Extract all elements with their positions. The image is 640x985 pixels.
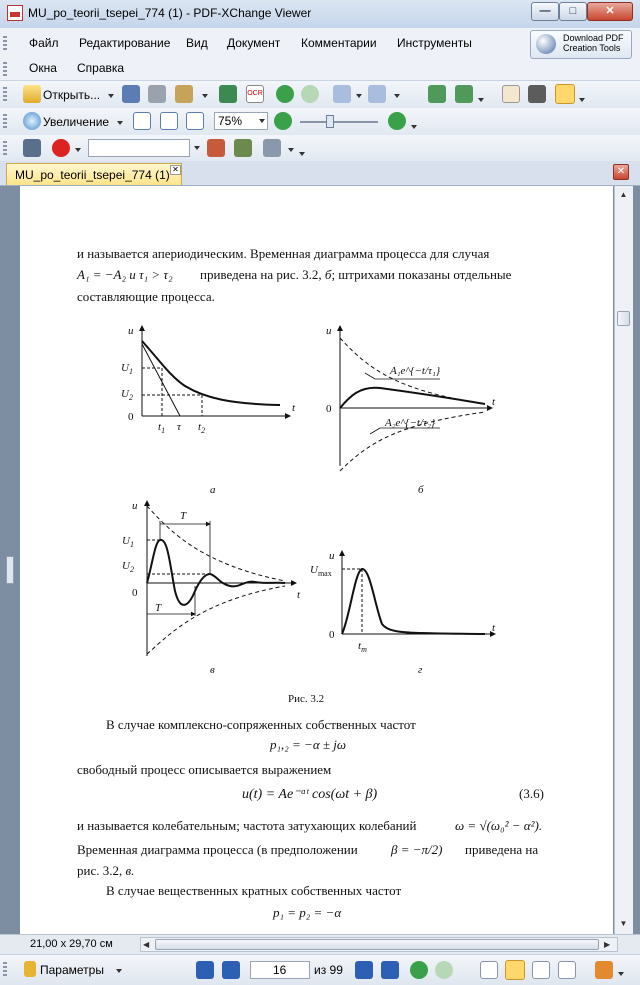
panel-c-u2-label — [122, 560, 134, 574]
page-number-value: 16 — [273, 963, 287, 977]
panel-d-tm-label — [358, 640, 367, 654]
tab-document-label: MU_po_teorii_tsepei_774 (1) — [15, 168, 170, 182]
para6: В случае вещественных кратных собственных частот — [106, 883, 402, 898]
nav-grip[interactable] — [3, 962, 7, 977]
fit-page-icon[interactable] — [160, 112, 178, 130]
panel-c-u-label: u — [132, 500, 138, 512]
panel-a-t2-sub: 2 — [201, 426, 206, 435]
next-page-icon[interactable] — [355, 961, 373, 979]
para4-line1: и называется колебательным; частота затухающих колебаний — [77, 818, 417, 833]
menu-windows[interactable]: Окна — [29, 61, 57, 75]
menu-grip[interactable] — [3, 36, 7, 51]
panel-a-u2-sub: 2 — [128, 393, 133, 402]
zoom-dropdown-icon[interactable] — [117, 121, 123, 125]
find-previous-icon[interactable] — [207, 139, 225, 157]
open-button[interactable]: Открыть... — [43, 88, 101, 102]
panel-a-t2-label — [198, 421, 205, 435]
rotate-right-icon[interactable] — [455, 85, 473, 103]
scroll-up-button[interactable]: ▲ — [619, 190, 628, 199]
para1-line2b-text: ; штрихами показаны отдельные — [331, 267, 512, 282]
para5-line2-text: рис. 3.2, — [77, 863, 123, 878]
maximize-icon: □ — [569, 5, 577, 17]
navigation-bar — [0, 954, 640, 985]
menu-view[interactable]: Вид — [186, 36, 208, 50]
menu-document[interactable]: Документ — [227, 36, 281, 50]
ask-icon[interactable] — [52, 139, 70, 157]
zoom-slider[interactable] — [300, 121, 378, 123]
nav-forward-icon[interactable] — [435, 961, 453, 979]
continuous-facing-icon[interactable] — [558, 961, 576, 979]
zoom-value: 75% — [218, 114, 243, 128]
panel-a-u2-label — [121, 388, 133, 402]
panel-b-caption: б — [418, 484, 424, 496]
panel-a-t1-label — [158, 421, 165, 435]
minimize-icon: — — [539, 5, 551, 17]
para2: В случае комплексно-сопряженных собственных частот — [106, 717, 416, 732]
menu-comments[interactable]: Комментарии — [301, 36, 377, 50]
vertical-scrollbar[interactable] — [614, 186, 633, 934]
panel-c — [147, 501, 296, 656]
para5-line1b: приведена на — [465, 842, 539, 857]
panel-d-zero: 0 — [329, 629, 335, 641]
actual-size-icon[interactable] — [133, 112, 151, 130]
zoom-toolbar — [0, 108, 640, 136]
panel-a-t1-sub: 1 — [161, 426, 166, 435]
close-button[interactable] — [587, 2, 633, 21]
menu-help[interactable]: Справка — [77, 61, 125, 75]
close-icon: ✕ — [605, 5, 615, 17]
zoom-in-icon[interactable] — [388, 112, 406, 130]
close-document-icon[interactable]: ✕ — [613, 164, 629, 180]
panel-c-T-label: T — [180, 510, 187, 522]
ocr-icon[interactable]: OCR — [246, 85, 264, 103]
snapshot-icon[interactable] — [528, 85, 546, 103]
panel-c-t-label: t — [297, 589, 301, 601]
zoom-slider-handle[interactable] — [326, 115, 334, 128]
panel-c-u1-sub: 1 — [129, 540, 134, 549]
panel-a-t-label: t — [292, 402, 296, 414]
zoom-out-icon[interactable] — [274, 112, 292, 130]
scroll-down-button[interactable]: ▼ — [619, 919, 628, 928]
panel-c-zero: 0 — [132, 587, 138, 599]
para5-line2 — [77, 863, 134, 879]
panel-d-u-label: u — [329, 550, 335, 562]
undo-dropdown-icon[interactable] — [356, 94, 362, 98]
title-bar — [0, 0, 640, 29]
email-dropdown-icon[interactable] — [202, 94, 208, 98]
panel-b-curve2-label: A₂e^{−t/τ₂} — [385, 417, 436, 429]
panel-d-t-label: t — [492, 622, 496, 634]
panel-b-leader-2b — [370, 428, 380, 434]
eq-number: (3.6) — [519, 786, 544, 801]
panel-b-zero: 0 — [326, 403, 332, 415]
zoom-toolbar-more-icon[interactable] — [411, 125, 417, 129]
zoom-icon[interactable] — [23, 112, 41, 130]
panel-c-u1-letter: U — [122, 535, 130, 547]
zoom-toolbar-grip[interactable] — [3, 114, 7, 129]
para1-line2-text: приведена на рис. 3.2, — [200, 267, 322, 282]
main-toolbar — [0, 81, 640, 109]
panel-d-umax-label — [310, 564, 332, 578]
rotate-dropdown-icon[interactable] — [478, 98, 484, 102]
app-icon[interactable] — [7, 5, 23, 21]
zoom-button[interactable]: Увеличение — [43, 115, 110, 129]
para5-line1: Временная диаграмма процесса (в предположении — [77, 842, 358, 857]
panel-d-pulse-curve — [342, 569, 485, 634]
ask-dropdown-icon[interactable] — [75, 148, 81, 152]
search-toolbar-more-icon[interactable] — [299, 152, 305, 156]
para1-line3: составляющие процесса. — [77, 289, 215, 304]
panel-b-leader-1b — [365, 373, 375, 379]
select-text-icon[interactable] — [555, 84, 575, 104]
last-page-icon[interactable] — [381, 961, 399, 979]
menu-edit[interactable]: Редактирование — [79, 36, 171, 50]
nav-back-icon[interactable] — [410, 961, 428, 979]
search-toolbar — [0, 135, 640, 163]
scrollbar-thumb[interactable] — [617, 311, 630, 326]
para1-line2 — [200, 267, 511, 283]
rotate-left-icon[interactable] — [428, 85, 446, 103]
panel-c-oscillation-curve — [147, 540, 285, 605]
toolbar-grip[interactable] — [3, 87, 7, 102]
minimize-button[interactable] — [531, 2, 559, 21]
redo-icon[interactable] — [368, 85, 386, 103]
save-icon[interactable] — [122, 85, 140, 103]
para3: свободный процесс описывается выражением — [77, 762, 332, 777]
continuous-page-icon[interactable] — [505, 960, 525, 980]
panel-b-t-label: t — [492, 396, 496, 408]
eq-damped-frequency: ω = √(ω₀² − α²). — [455, 818, 543, 833]
back-icon[interactable] — [276, 85, 294, 103]
single-page-icon[interactable] — [480, 961, 498, 979]
eq-free-process: u(t) = Ae⁻ᵅᵗ cos(ωt + β) — [242, 787, 378, 802]
panel-d-umax-sub: max — [317, 569, 332, 578]
first-page-icon[interactable] — [196, 961, 214, 979]
panel-c-envelope-lower — [147, 586, 285, 654]
maximize-button[interactable] — [559, 2, 587, 21]
redo-dropdown-icon[interactable] — [394, 94, 400, 98]
panel-b-u-label: u — [326, 325, 332, 337]
condition-formula: A₁ = −A₂ и τ₁ > τ₂ — [77, 267, 173, 282]
fig-b-letter: б — [324, 267, 332, 282]
page-total-label: из 99 — [314, 963, 343, 977]
panel-b-curve1-label: A₁e^{−t/τ₁} — [390, 365, 441, 377]
filter-icon[interactable] — [263, 139, 281, 157]
layout-options-icon[interactable] — [595, 961, 613, 979]
hand-tool-icon[interactable] — [502, 85, 520, 103]
panel-c-u1-label — [122, 535, 134, 549]
menu-file[interactable]: Файл — [29, 36, 59, 50]
fig-c-letter: в. — [125, 863, 135, 878]
window-title: MU_po_teorii_tsepei_774 (1) - PDF-XChange Viewer — [28, 6, 312, 20]
panel-d — [342, 551, 495, 634]
panel-a-zero: 0 — [128, 411, 134, 423]
params-dropdown-icon[interactable] — [116, 969, 122, 973]
tab-bar — [0, 161, 640, 186]
search-dropdown-icon[interactable] — [194, 146, 200, 150]
panel-a-tangent — [142, 344, 180, 416]
page-size-label: 21,00 x 29,70 см — [30, 938, 113, 950]
download-pdf-button[interactable] — [530, 30, 632, 59]
download-pdf-label: Download PDF Creation Tools — [563, 33, 624, 53]
search-input[interactable] — [88, 139, 190, 157]
panel-d-caption: г — [418, 664, 423, 676]
bookmark-arrow-icon[interactable] — [219, 85, 237, 103]
figure-caption: Рис. 3.2 — [288, 693, 325, 705]
panel-c-envelope-upper — [147, 506, 285, 581]
panel-a-u2-letter: U — [121, 388, 129, 400]
download-globe-icon — [536, 34, 556, 54]
forward-icon[interactable] — [301, 85, 319, 103]
tab-close-icon[interactable]: ✕ — [170, 165, 181, 175]
panel-a-t1-letter: t — [158, 421, 162, 433]
hscroll-thumb[interactable] — [155, 939, 599, 950]
panel-a-u1-label — [121, 362, 133, 376]
filter-dropdown-icon[interactable] — [288, 148, 294, 152]
panel-a-caption: а — [210, 484, 216, 496]
document-page — [20, 186, 613, 934]
menu-grip-2[interactable] — [3, 62, 7, 77]
eq-multiple-roots: p₁ = p₂ = −α — [273, 905, 342, 920]
eq-beta: β = −π/2) — [391, 842, 443, 857]
params-flag-icon — [24, 961, 36, 977]
panel-a-u1-sub: 1 — [128, 367, 133, 376]
search-toolbar-grip[interactable] — [3, 141, 7, 156]
panel-a-tau-label: τ — [177, 421, 181, 433]
para1-line1: и называется апериодическим. Временная диаграмма процесса для случая — [77, 246, 490, 261]
document-area — [0, 186, 640, 934]
undo-icon[interactable] — [333, 85, 351, 103]
panel-a-u-label: u — [128, 325, 134, 337]
eq-roots: p₁,₂ = −α ± jω — [270, 737, 347, 752]
panel-c-T2-label: T — [155, 602, 162, 614]
panel-b-sum-curve — [340, 388, 485, 408]
panel-a-u1-letter: U — [121, 362, 129, 374]
layout-dropdown-icon[interactable] — [618, 972, 624, 976]
menu-bar — [0, 28, 640, 81]
panel-a — [142, 326, 290, 416]
fit-width-icon[interactable] — [186, 112, 204, 130]
panel-d-tm-letter: t — [358, 640, 362, 652]
hscroll-right-button[interactable]: ▶ — [604, 940, 611, 949]
menu-tools[interactable]: Инструменты — [397, 36, 472, 50]
binoculars-icon[interactable] — [23, 139, 41, 157]
horizontal-scrollbar[interactable] — [140, 937, 618, 952]
panel-c-caption: в — [210, 664, 215, 676]
panel-a-t2-letter: t — [198, 421, 202, 433]
side-panel-toggle[interactable] — [6, 556, 14, 584]
email-icon[interactable] — [175, 85, 193, 103]
params-button[interactable]: Параметры — [40, 963, 104, 977]
facing-pages-icon[interactable] — [532, 961, 550, 979]
hscroll-left-button[interactable]: ◀ — [143, 940, 150, 949]
panel-c-u2-letter: U — [122, 560, 130, 572]
open-dropdown-icon[interactable] — [108, 94, 114, 98]
select-dropdown-icon[interactable] — [579, 98, 585, 102]
panel-b — [340, 326, 492, 471]
find-next-icon[interactable] — [234, 139, 252, 157]
panel-c-u2-sub: 2 — [129, 565, 134, 574]
panel-d-umax-letter: U — [310, 564, 318, 576]
tab-document[interactable] — [6, 163, 182, 185]
panel-d-tm-sub: m — [361, 645, 367, 654]
status-bar — [0, 934, 640, 955]
open-folder-icon[interactable] — [23, 85, 41, 103]
previous-page-icon[interactable] — [222, 961, 240, 979]
print-icon[interactable] — [148, 85, 166, 103]
page-number-input[interactable] — [250, 961, 310, 979]
zoom-value-dropdown-icon[interactable] — [259, 119, 265, 123]
